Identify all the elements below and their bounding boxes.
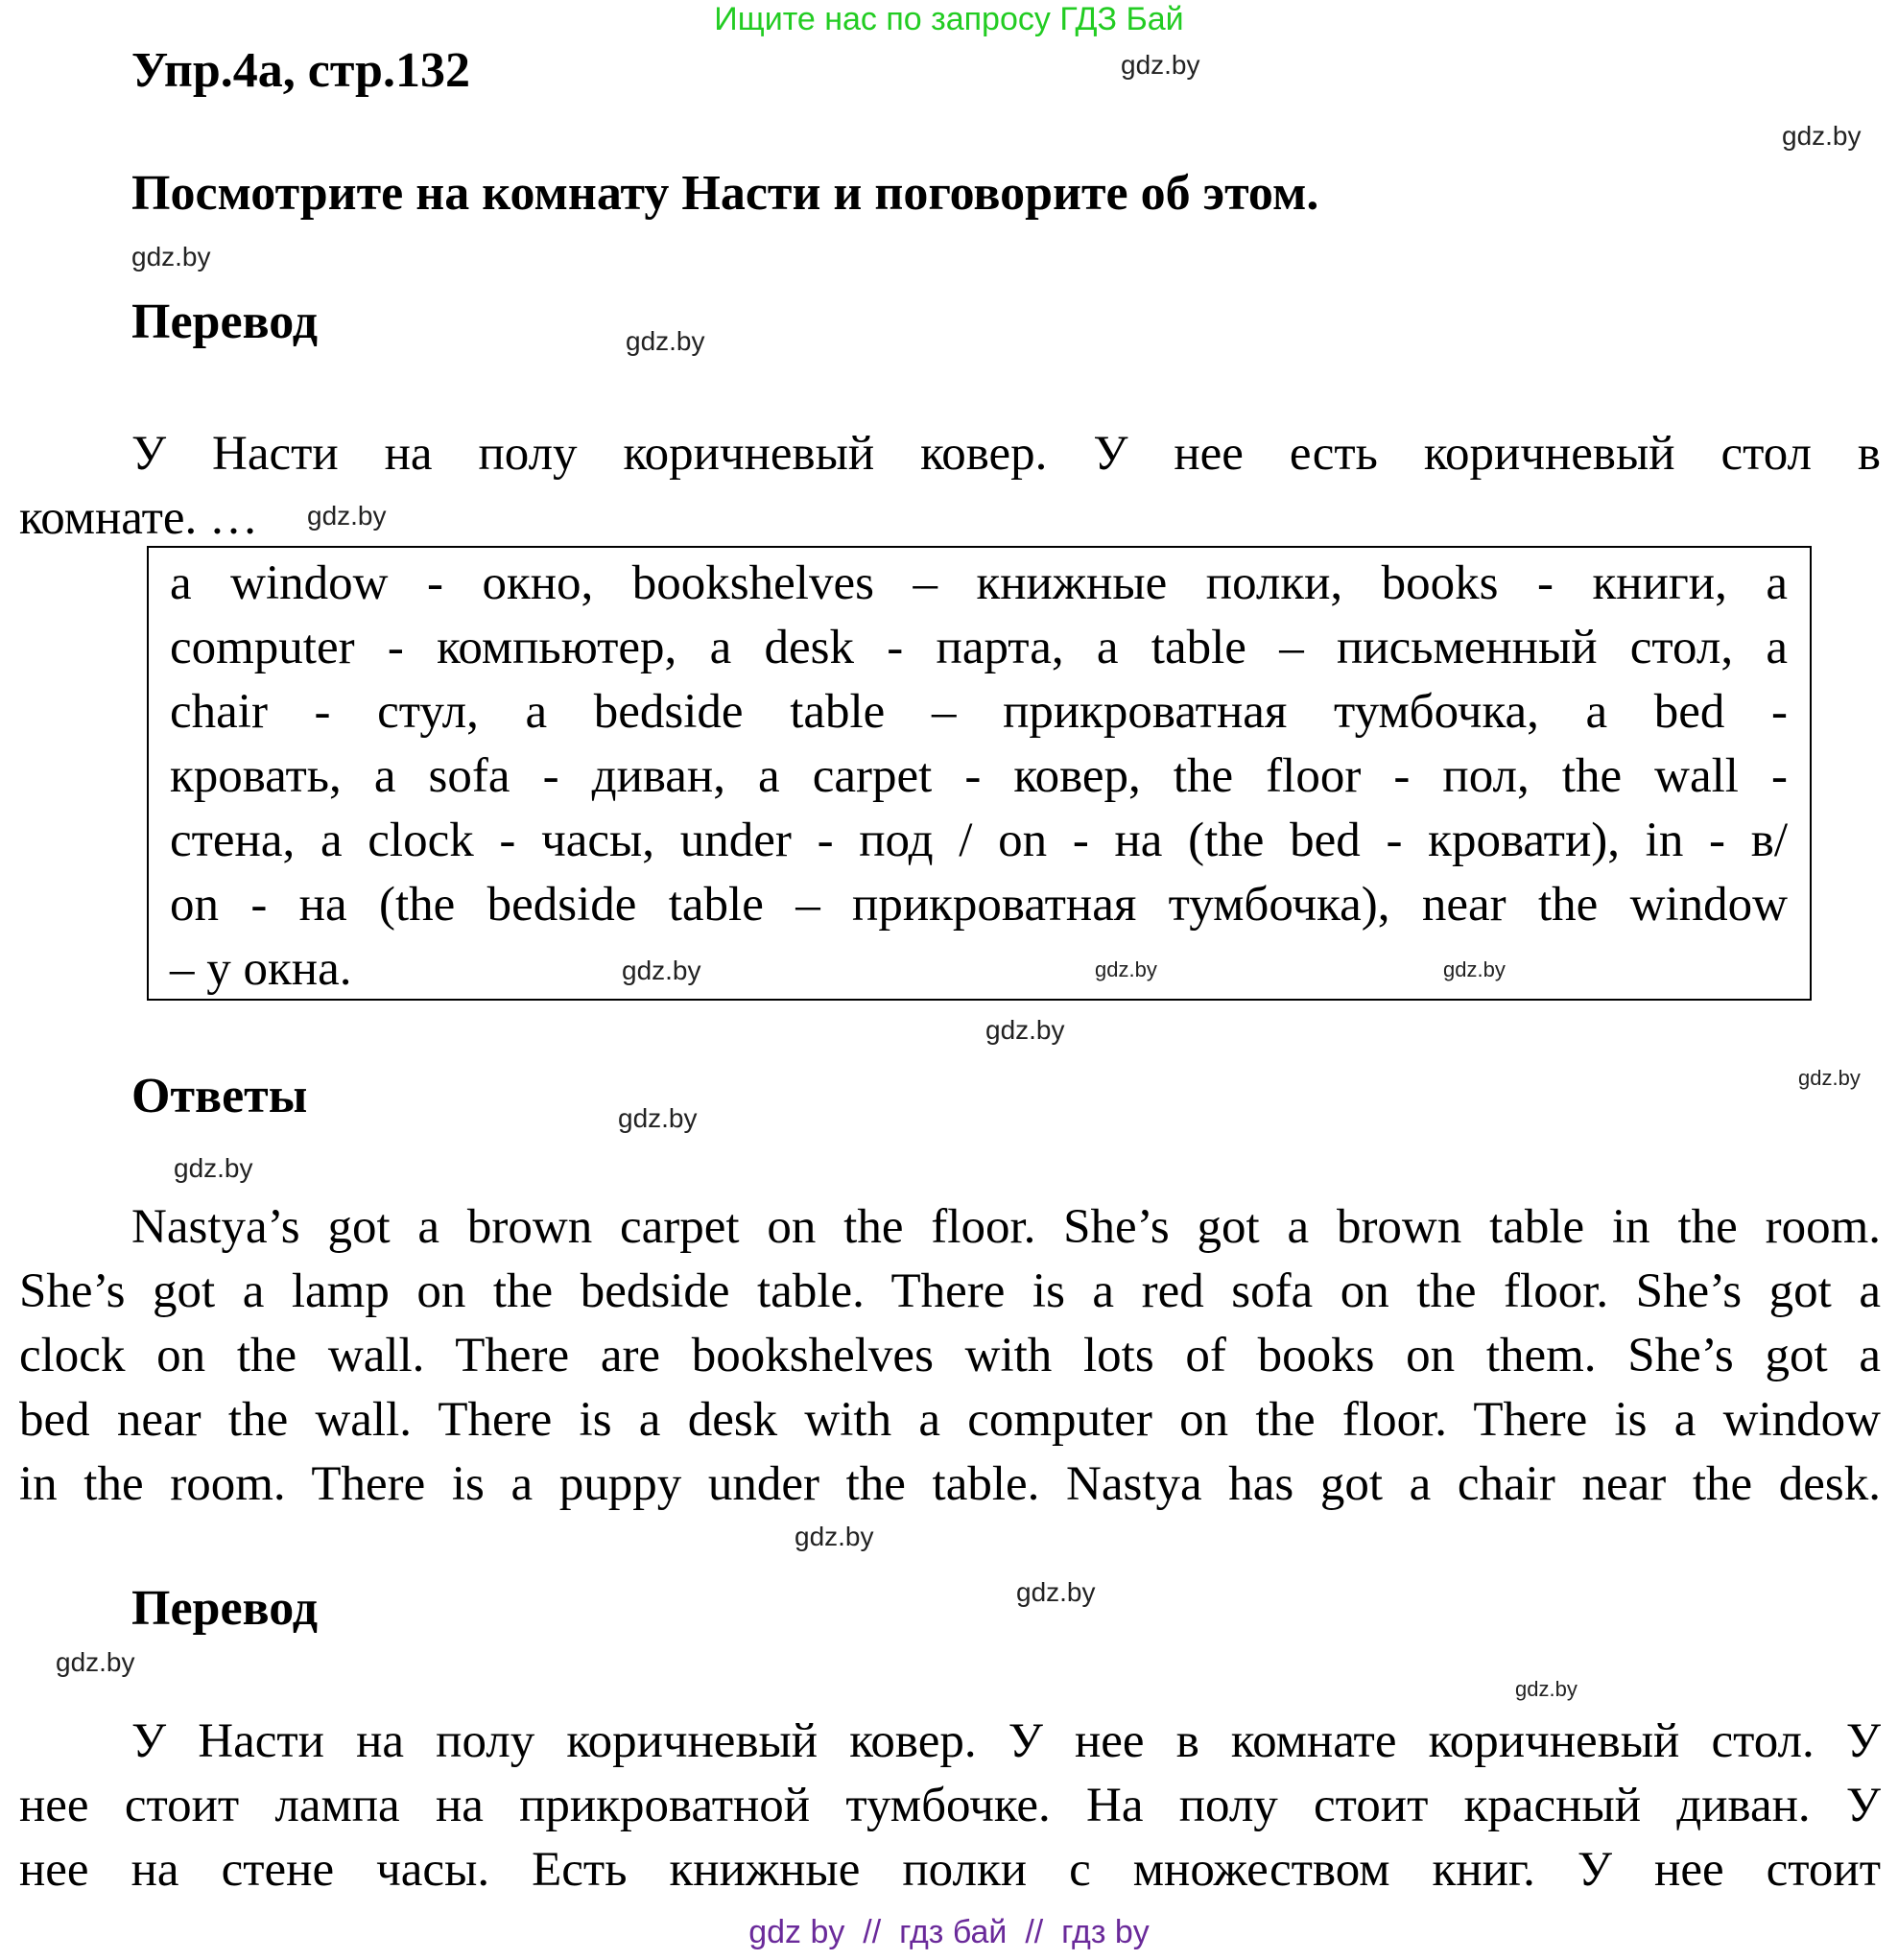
vocab-line: – у окна. (170, 942, 352, 996)
watermark: gdz.by (622, 956, 701, 985)
watermark: gdz.by (131, 242, 211, 272)
vocab-line: chair - стул, a bedside table – прикроватная тумбочка, a bed - (170, 685, 1788, 739)
search-banner: Ищите нас по запросу ГДЗ Бай (714, 1, 1184, 37)
vocab-line: кровать, a sofa - диван, a carpet - ковер, the floor - пол, the wall - (170, 749, 1788, 803)
answer-line: clock on the wall. There are bookshelves with lots of books on them. She’s got a (19, 1329, 1881, 1382)
translation-line: У Насти на полу коричневый ковер. У нее в комнате коричневый стол. У (131, 1714, 1881, 1768)
answer-line: in the room. There is a puppy under the table. Nastya has got a chair near the desk. (19, 1457, 1881, 1511)
answers-heading: Ответы (131, 1069, 308, 1123)
answer-line: She’s got a lamp on the bedside table. There is a red sofa on the floor. She’s got a (19, 1264, 1881, 1318)
watermark: gdz.by (795, 1522, 874, 1551)
translation-heading: Перевод (131, 295, 319, 349)
translation-line: нее стоит лампа на прикроватной тумбочке. На полу стоит красный диван. У (19, 1779, 1881, 1832)
vocab-line: on - на (the bedside table – прикроватная тумбочка), near the window (170, 878, 1788, 932)
translation-line: нее на стене часы. Есть книжные полки с множеством книг. У нее стоит (19, 1843, 1881, 1897)
watermark: gdz.by (307, 501, 387, 531)
answer-line: Nastya’s got a brown carpet on the floor. She’s got a brown table in the room. (131, 1200, 1881, 1254)
answer-line: bed near the wall. There is a desk with a computer on the floor. There is a window (19, 1393, 1881, 1447)
watermark: gdz.by (1016, 1577, 1096, 1607)
watermark: gdz.by (985, 1015, 1065, 1045)
watermark: gdz.by (1443, 957, 1506, 981)
watermark: gdz.by (618, 1103, 698, 1133)
vocab-line: стена, a clock - часы, under - под / on - на (the bed - кровати), in - в/ (170, 814, 1788, 867)
task-heading: Посмотрите на комнату Насти и поговорите об этом. (131, 166, 1319, 221)
watermark: gdz.by (56, 1647, 135, 1677)
watermark: gdz.by (626, 326, 705, 356)
watermark: gdz.by (1798, 1066, 1861, 1090)
paragraph-line: У Насти на полу коричневый ковер. У нее есть коричневый стол в (131, 427, 1881, 481)
exercise-title: Упр.4а, стр.132 (131, 43, 470, 98)
watermark: gdz.by (174, 1153, 253, 1183)
watermark: gdz.by (1782, 121, 1862, 151)
vocab-line: computer - компьютер, a desk - парта, a table – письменный стол, a (170, 621, 1788, 674)
watermark: gdz.by (1095, 957, 1157, 981)
watermark: gdz.by (1121, 50, 1200, 80)
watermark: gdz.by (1515, 1677, 1578, 1701)
paragraph-line: комнате. … (19, 491, 259, 545)
translation-heading-2: Перевод (131, 1581, 319, 1636)
vocab-line: a window - окно, bookshelves – книжные полки, books - книги, a (170, 556, 1788, 610)
footer-links: gdz by // гдз бай // гдз by (748, 1914, 1150, 1950)
